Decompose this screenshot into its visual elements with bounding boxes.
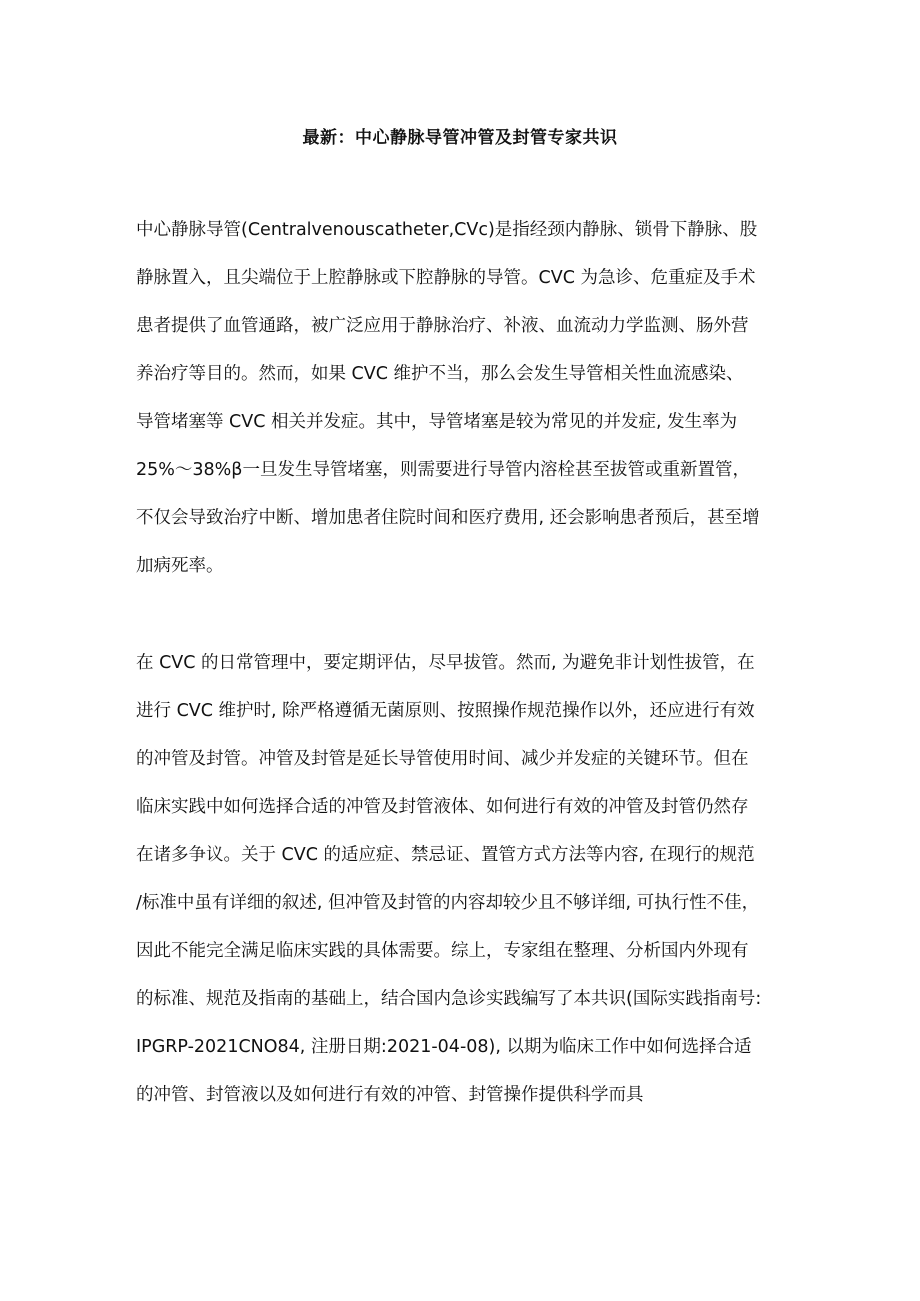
text-line: 在 CVC 的日常管理中，要定期评估，尽早拔管。然而, 为避免非计划性拔管，在 xyxy=(136,653,755,673)
text-line: 中心静脉导管(Centralvenouscatheter,CVc)是指经颈内静脉、锁骨下静脉、股 xyxy=(136,220,758,240)
text-line: 25%～38%β一旦发生导管堵塞，则需要进行导管内溶栓甚至拔管或重新置管， xyxy=(136,460,750,480)
text-line: 的冲管、封管液以及如何进行有效的冲管、封管操作提供科学而具 xyxy=(136,1085,644,1105)
text-line: 因此不能完全满足临床实践的具体需要。综上，专家组在整理、分析国内外现有 xyxy=(136,941,749,961)
text-line: 的冲管及封管。冲管及封管是延长导管使用时间、减少并发症的关键环节。但在 xyxy=(136,749,749,769)
text-line: 在诸多争议。关于 CVC 的适应症、禁忌证、置管方式方法等内容, 在现行的规范 xyxy=(136,845,755,865)
text-line: 静脉置入，且尖端位于上腔静脉或下腔静脉的导管。CVC 为急诊、危重症及手术 xyxy=(136,268,756,288)
text-line: 的标准、规范及指南的基础上，结合国内急诊实践编写了本共识(国际实践指南号: xyxy=(136,989,762,1009)
text-line: 不仅会导致治疗中断、增加患者住院时间和医疗费用, 还会影响患者预后，甚至增 xyxy=(136,508,760,528)
text-line: 养治疗等目的。然而，如果 CVC 维护不当，那么会发生导管相关性血流感染、 xyxy=(136,364,744,384)
text-line: /标准中虽有详细的叙述, 但冲管及封管的内容却较少且不够详细, 可执行性不佳， xyxy=(136,893,760,913)
text-line: IPGRP-2021CNO84, 注册日期:2021-04-08), 以期为临床工作中如何选择合适 xyxy=(136,1037,752,1057)
document-title: 最新：中心静脉导管冲管及封管专家共识 xyxy=(302,128,618,148)
text-line: 临床实践中如何选择合适的冲管及封管液体、如何进行有效的冲管及封管仍然存 xyxy=(136,797,749,817)
paragraph-management xyxy=(136,645,796,1125)
text-line: 患者提供了血管通路，被广泛应用于静脉治疗、补液、血流动力学监测、肠外营 xyxy=(136,316,749,336)
text-line: 加病死率。 xyxy=(136,556,224,576)
paragraph-intro xyxy=(136,212,796,596)
text-line: 进行 CVC 维护时, 除严格遵循无菌原则、按照操作规范操作以外，还应进行有效 xyxy=(136,701,755,721)
text-line: 导管堵塞等 CVC 相关并发症。其中，导管堵塞是较为常见的并发症, 发生率为 xyxy=(136,412,738,432)
